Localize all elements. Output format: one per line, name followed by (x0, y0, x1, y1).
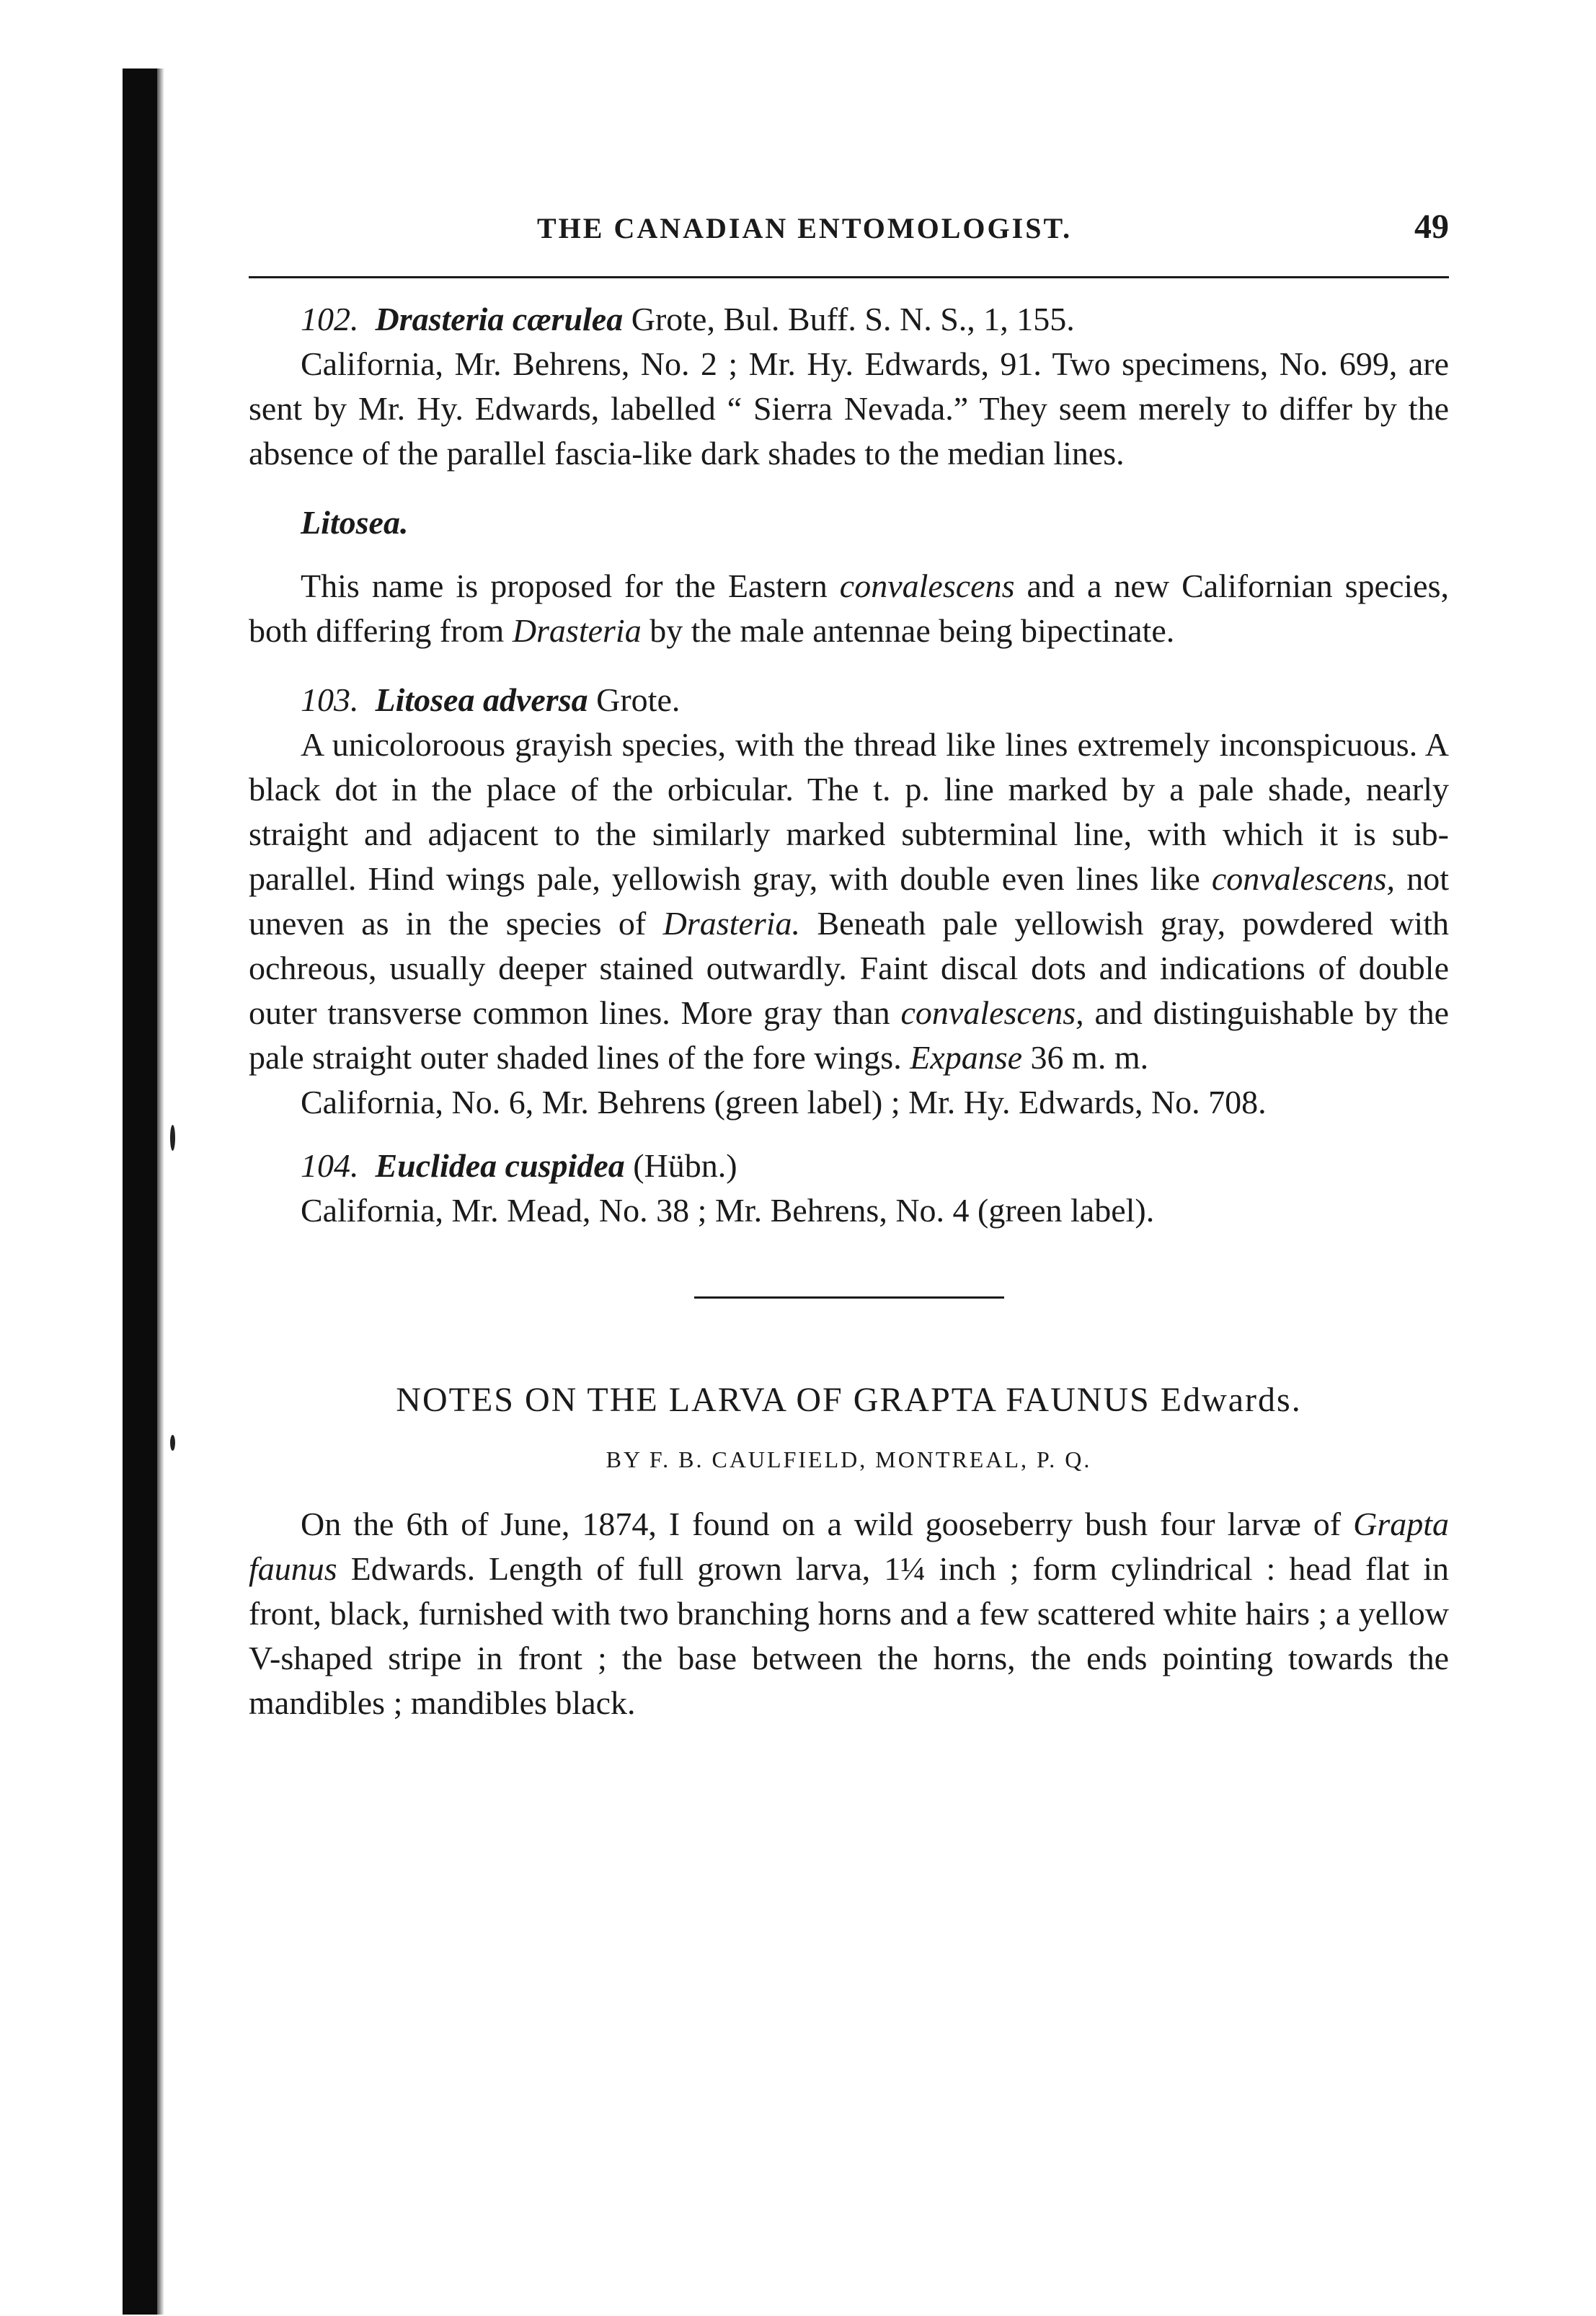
page-header (249, 205, 1449, 256)
article-body (249, 1502, 1449, 1725)
scan-speck (170, 1125, 175, 1151)
citation: Grote, Bul. Buff. S. N. S., 1, 155. (631, 301, 1075, 337)
italic-run: Grapta faunus (249, 1506, 1449, 1587)
text-run: Edwards. Length of full grown larva, 1¼ inch ; form cylindrical : head flat in front, black, furnished with two branching horns and a few scattered white hairs ; a yellow V-shaped stripe in front ; the base between the horns, the ends pointing towards the mandibles ; mandibles black. (249, 1550, 1449, 1721)
text-run: not uneven as in the species of (249, 860, 1449, 942)
text-run: and distinguishable by the pale straight outer shaded lines of the fore wings. (249, 994, 1449, 1076)
species-name: Litosea adversa (375, 681, 588, 718)
article-byline: BY F. B. CAULFIELD, MONTREAL, P. Q. (606, 1446, 1092, 1472)
italic-run: Drasteria. (662, 905, 801, 942)
running-title: THE CANADIAN ENTOMOLOGIST. (537, 212, 1073, 244)
author: (Hübn.) (633, 1147, 737, 1184)
entry-102-title (249, 297, 1449, 342)
page-number: 49 (1414, 208, 1449, 246)
scan-speck (170, 1435, 175, 1451)
italic-run: convalescens (839, 567, 1015, 604)
species-name: Euclidea cuspidea (375, 1147, 625, 1184)
text-run: by the male antennae being bipectinate. (641, 612, 1175, 649)
entry-103-description (249, 722, 1449, 1080)
article-title: NOTES ON THE LARVA OF GRAPTA FAUNUS Edwards. (396, 1381, 1302, 1419)
scan-binding-edge (123, 68, 157, 2315)
species-name: Drasteria cærulea (375, 301, 624, 337)
entry-102-text: California, Mr. Behrens, No. 2 ; Mr. Hy. Edwards, 91. Two specimens, No. 699, are sent by Mr. Hy. Edwards, labelled “ Sierra Nevada.” They seem merely to differ by the absence of the parallel fascia-like dark shades to the median lines. (249, 345, 1449, 472)
genus-name: Litosea. (301, 504, 409, 541)
italic-run: convalescens, (1211, 860, 1396, 897)
entry-104-locality: California, Mr. Mead, No. 38 ; Mr. Behrens, No. 4 (green label). (301, 1192, 1155, 1229)
text-run: On the 6th of June, 1874, I found on a wild gooseberry bush four larvæ of (301, 1506, 1354, 1542)
italic-run: Expanse (910, 1039, 1023, 1076)
genus-text (249, 564, 1449, 653)
text-run: and a new Californian species, both differing from (249, 567, 1449, 649)
genus-heading (249, 500, 1449, 545)
entry-103-title (249, 678, 1449, 722)
text-run: 36 m. m. (1022, 1039, 1149, 1076)
entry-number: 104. (301, 1147, 359, 1184)
text-run: This name is proposed for the Eastern (301, 567, 840, 604)
book-page (249, 205, 1449, 1725)
entry-103-locality: California, No. 6, Mr. Behrens (green label) ; Mr. Hy. Edwards, No. 708. (301, 1084, 1267, 1121)
text-run: A unicoloroous grayish species, with the thread like lines extremely inconspicuous. A black dot in the place of the orbicular. The t. p. line marked by a pale shade, nearly straight and adjacent to the similarly marked subterminal line, with which it is sub-parallel. Hind wings pale, yellowish gray, with double even lines like (249, 726, 1449, 897)
text-run: Beneath pale yellowish gray, powdered with ochreous, usually deeper stained outwardly. Faint discal dots and indications of double outer transverse common lines. More gray than (249, 905, 1449, 1031)
entry-number: 103. (301, 681, 359, 718)
italic-run: convalescens, (900, 994, 1084, 1031)
entry-104-title (249, 1144, 1449, 1188)
author: Grote. (596, 681, 680, 718)
entry-number: 102. (301, 301, 359, 337)
italic-run: Drasteria (512, 612, 642, 649)
